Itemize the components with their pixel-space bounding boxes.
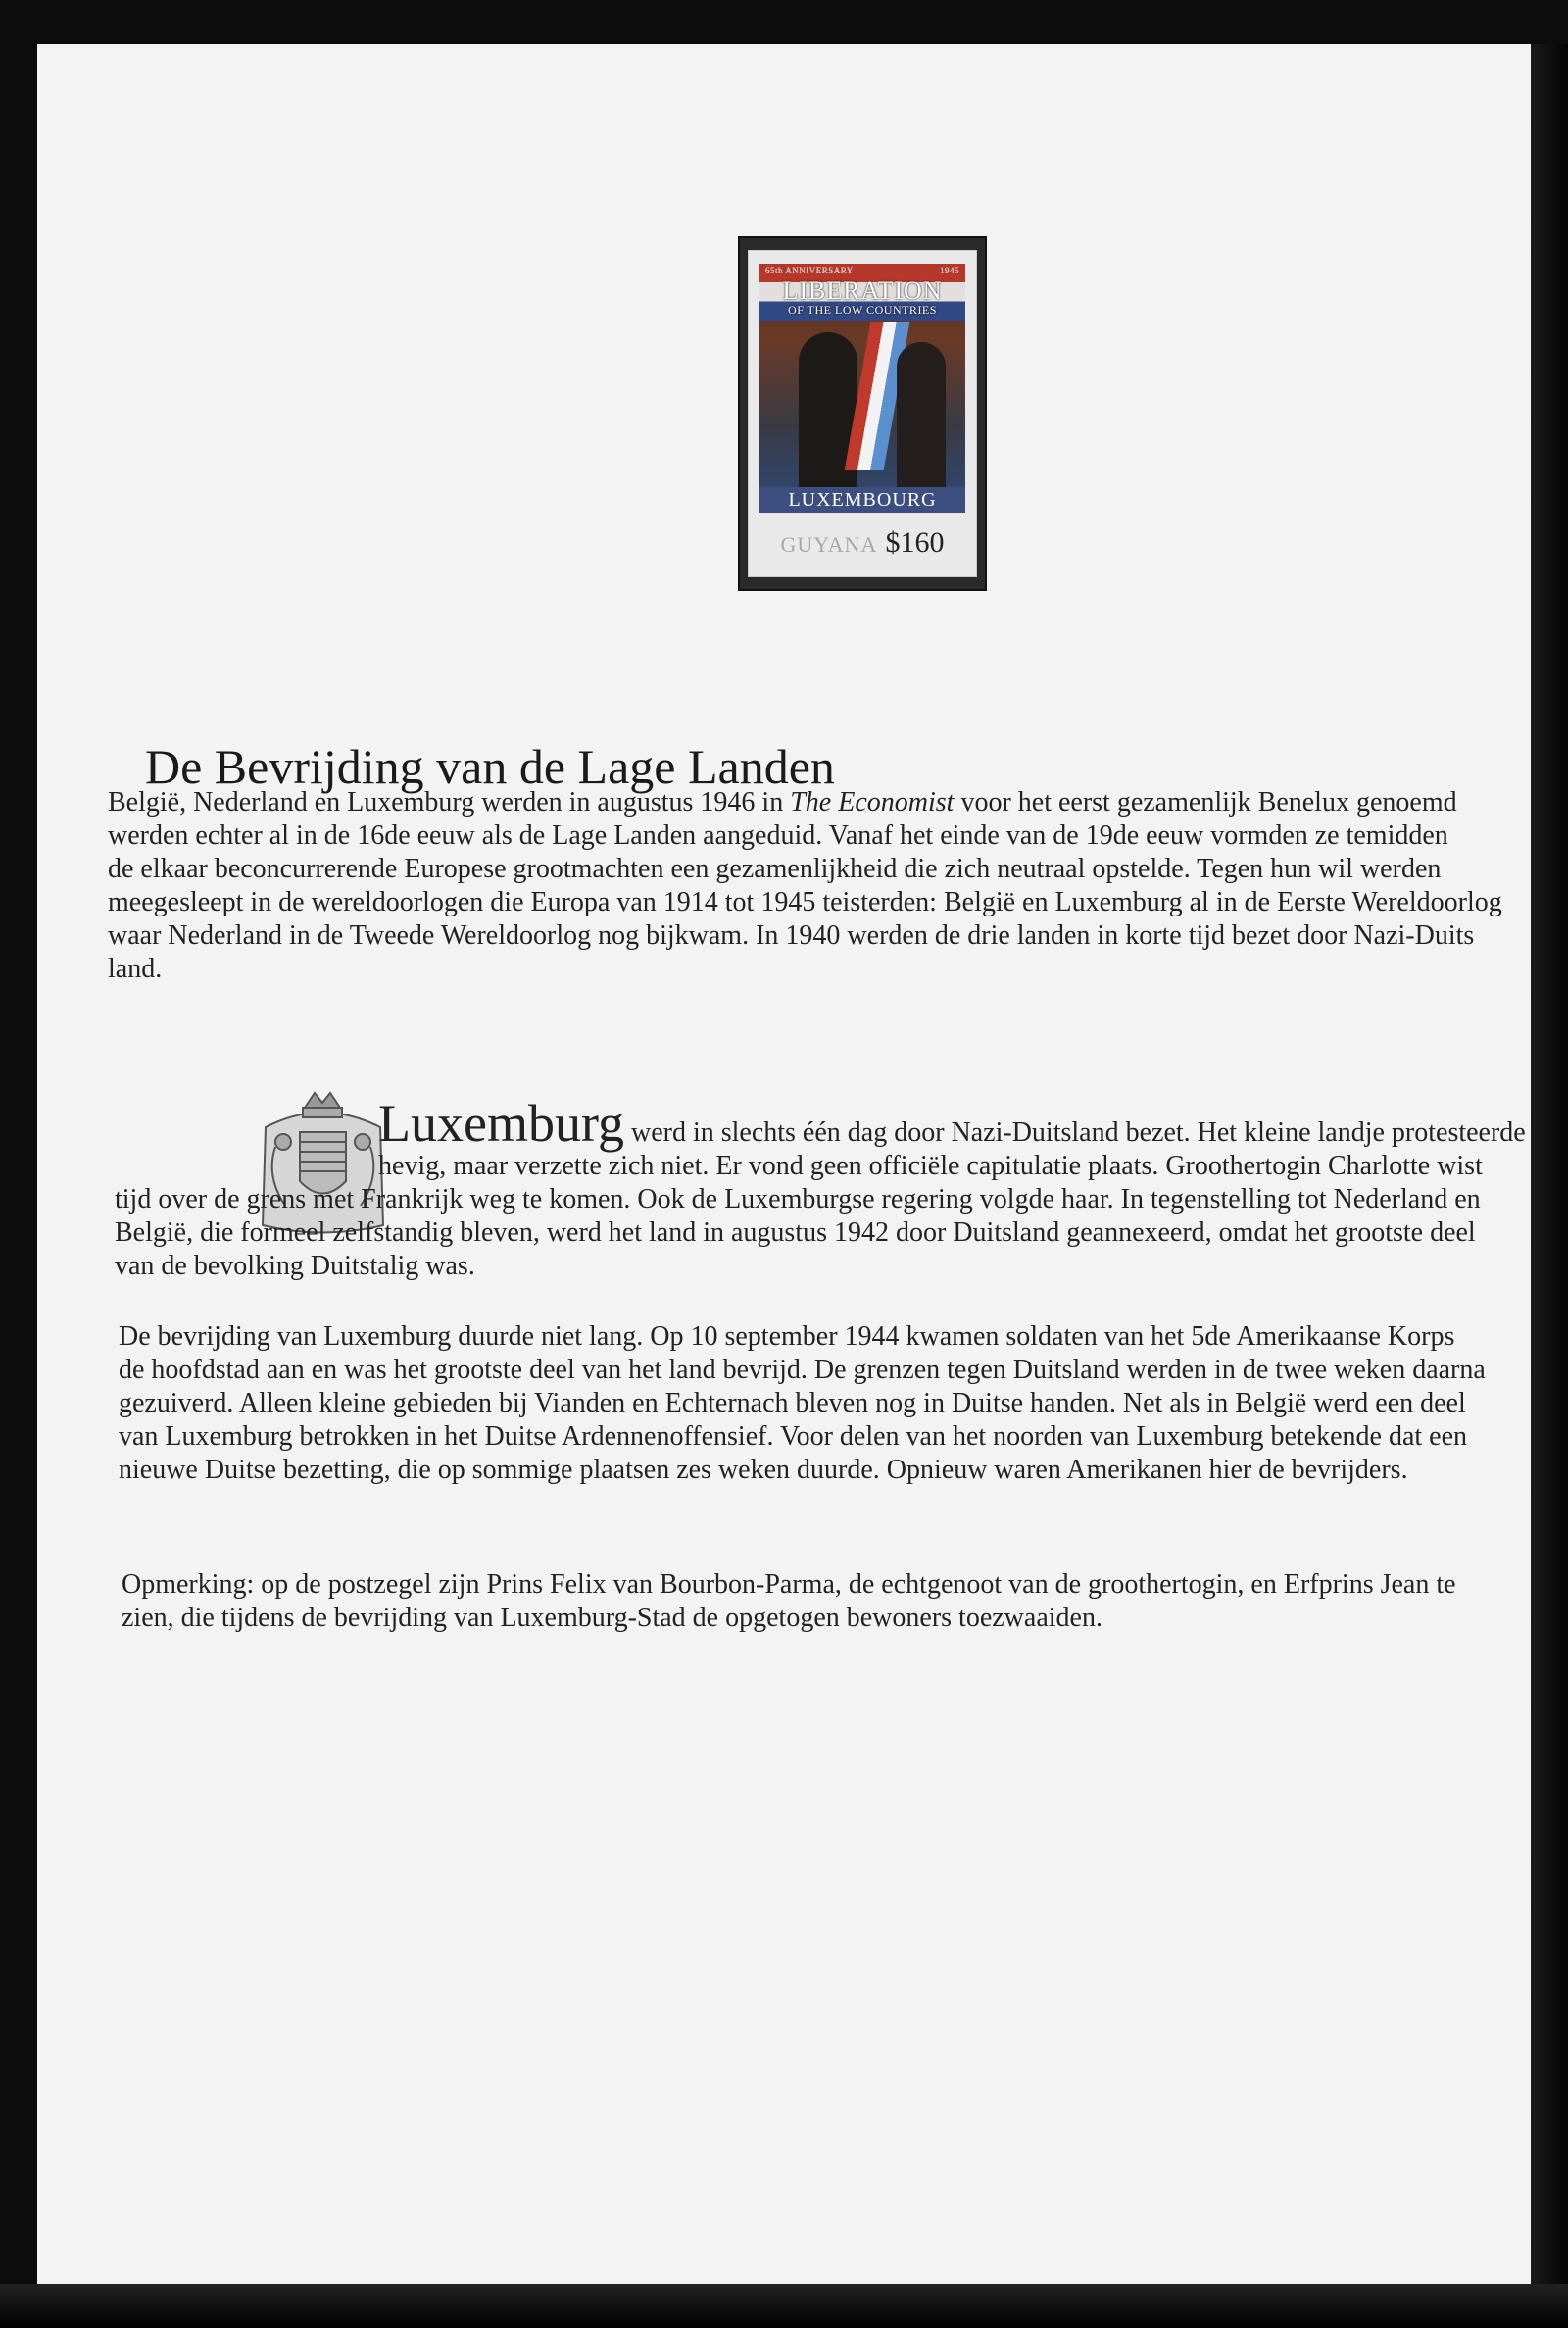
stamp-value: $160: [885, 526, 945, 559]
luxembourg-paragraph-head: [378, 1094, 1526, 1183]
luxembourg-paragraph-body: [115, 1183, 1481, 1283]
intro-italic-title: The Economist: [790, 787, 955, 817]
lux-line-5: van de bevolking Duitstalig was.: [115, 1251, 475, 1281]
stamp-denomination-row: [760, 526, 965, 560]
liberation-line-5: nieuwe Duitse bezetting, die op sommige plaatsen zes weken duurde. Opnieuw waren Amerikanen hier de bevrijders.: [119, 1455, 1408, 1485]
liberation-line-2: de hoofdstad aan en was het grootste deel van het land bevrijd. De grenzen tegen Duitsland werden in de twee weken daarna: [119, 1355, 1486, 1385]
stamp-year: 1945: [940, 266, 959, 275]
stamp-figure-left: [799, 332, 858, 499]
page-title: De Bevrijding van de Lage Landen: [145, 739, 835, 794]
intro-paragraph: [108, 786, 1502, 986]
note-line-1: Opmerking: op de postzegel zijn Prins Felix van Bourbon-Parma, de echtgenoot van de groothertogin, en Erfprins Jean te: [122, 1569, 1456, 1600]
album-page: [37, 44, 1531, 2284]
postage-stamp: [748, 250, 977, 577]
lux-line-1: [378, 1094, 1526, 1153]
note-line-2: zien, die tijdens de bevrijding van Luxemburg-Stad de opgetogen bewoners toezwaaiden.: [122, 1603, 1102, 1633]
intro-line-1: [108, 786, 1502, 819]
liberation-paragraph: [119, 1320, 1486, 1487]
bottom-edge-shadow: [0, 2284, 1568, 2328]
intro-line-2: werden echter al in de 16de eeuw als de Lage Landen aangeduid. Vanaf het einde van de 19de eeuw vormden ze temidden: [108, 820, 1448, 851]
stamp-subtitle: OF THE LOW COUNTRIES: [788, 303, 937, 317]
intro-line-1-a: België, Nederland en Luxemburg werden in augustus 1946 in: [108, 787, 791, 817]
lux-dropword: Luxemburg: [378, 1094, 624, 1153]
lux-line-1-text: werd in slechts één dag door Nazi-Duitsland bezet. Het kleine landje protesteerde: [623, 1117, 1526, 1148]
stamp-mount: [738, 236, 987, 591]
intro-line-1-b: voor het eerst gezamenlijk Benelux genoemd: [954, 787, 1457, 817]
intro-line-3: de elkaar beconcurrerende Europese grootmachten een gezamenlijkheid die zich neutraal opstelde. Tegen hun wil werden: [108, 854, 1442, 884]
stamp-country: LUXEMBOURG: [760, 487, 965, 513]
stamp-title: LIBERATION: [782, 276, 943, 305]
note-paragraph: [122, 1568, 1456, 1635]
page-edge-shadow: [1531, 44, 1568, 2284]
stamp-artwork: [760, 264, 965, 513]
lux-line-2: hevig, maar verzette zich niet. Er vond geen officiële capitulatie plaats. Groothertogin Charlotte wist: [378, 1151, 1483, 1181]
liberation-line-3: gezuiverd. Alleen kleine gebieden bij Vianden en Echternach bleven nog in Duitse handen. Net als in België werd een deel: [119, 1388, 1466, 1418]
lux-line-3: tijd over de grens met Frankrijk weg te komen. Ook de Luxemburgse regering volgde haar. In tegenstelling tot Nederland en: [115, 1184, 1481, 1214]
stamp-figure-right: [897, 342, 946, 499]
liberation-line-1: De bevrijding van Luxemburg duurde niet lang. Op 10 september 1944 kwamen soldaten van het 5de Amerikaanse Korps: [119, 1321, 1455, 1352]
intro-line-6: land.: [108, 954, 163, 984]
lux-line-4: België, die formeel zelfstandig bleven, werd het land in augustus 1942 door Duitsland geannexeerd, omdat het grootste deel: [115, 1217, 1476, 1248]
liberation-line-4: van Luxemburg betrokken in het Duitse Ardennenoffensief. Voor delen van het noorden van Luxemburg betekende dat een: [119, 1421, 1468, 1452]
stamp-issuer: GUYANA: [780, 532, 878, 557]
stamp-anniversary: 65th ANNIVERSARY: [765, 266, 854, 275]
intro-line-5: waar Nederland in de Tweede Wereldoorlog nog bijkwam. In 1940 werden de drie landen in korte tijd bezet door Nazi-Duits: [108, 920, 1475, 951]
intro-line-4: meegesleept in de wereldoorlogen die Europa van 1914 tot 1945 teisterden: België en Luxemburg al in de Eerste Wereldoorlog: [108, 887, 1502, 917]
stamp-top-line: [765, 266, 959, 275]
